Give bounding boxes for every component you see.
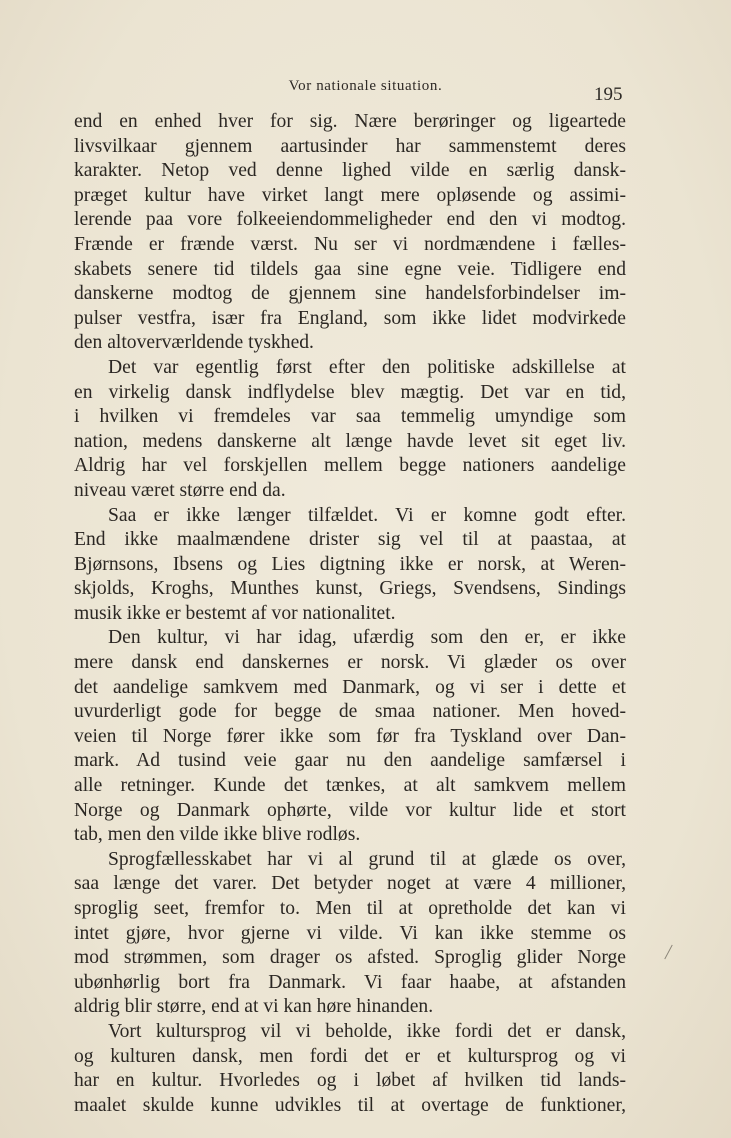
margin-pencil-mark: [664, 945, 672, 960]
text-line: Bjørnsons, Ibsens og Lies digtning ikke er norsk, at Weren-: [74, 553, 626, 575]
text-line: ubønhørlig bort fra Danmark. Vi faar haabe, at afstanden: [74, 971, 626, 993]
text-line: det aandelige samkvem med Danmark, og vi ser i dette et: [74, 676, 626, 698]
text-line: Saa er ikke længer tilfældet. Vi er komne godt efter.: [108, 504, 626, 526]
text-line: danskerne modtog de gjennem sine handelsforbindelser im-: [74, 283, 626, 305]
text-line: skjolds, Kroghs, Munthes kunst, Griegs, Svendsens, Sindings: [74, 578, 626, 600]
body-text: [74, 110, 626, 1118]
text-line: Vort kultursprog vil vi beholde, ikke fordi det er dansk,: [108, 1020, 626, 1042]
text-line: niveau været større end da.: [74, 479, 286, 501]
text-line: Den kultur, vi har idag, ufærdig som den er, er ikke: [108, 627, 626, 649]
text-line: maalet skulde kunne udvikles til at overtage de funktioner,: [74, 1094, 626, 1116]
page-number: 195: [594, 84, 623, 105]
text-line: mod strømmen, som drager os afsted. Sproglig glider Norge: [74, 947, 626, 969]
text-line: den altoverværldende tyskhed.: [74, 332, 314, 354]
text-line: veien til Norge fører ikke som før fra Tyskland over Dan-: [74, 725, 626, 747]
text-line: aldrig blir større, end at vi kan høre hinanden.: [74, 996, 434, 1018]
text-line: lerende paa vore folkeeiendommeligheder end den vi modtog.: [74, 209, 626, 231]
text-line: mark. Ad tusind veie gaar nu den aandelige samfærsel i: [74, 750, 626, 772]
text-line: præget kultur have virket langt mere opløsende og assimi-: [74, 184, 626, 206]
text-line: end en enhed hver for sig. Nære berøringer og ligeartede: [74, 111, 626, 132]
text-line: End ikke maalmændene drister sig vel til at paastaa, at: [74, 529, 626, 551]
text-line: intet gjøre, hvor gjerne vi vilde. Vi kan ikke stemme os: [74, 922, 626, 944]
text-line: nation, medens danskerne alt længe havde levet sit eget liv.: [74, 430, 626, 452]
text-line: i hvilken vi fremdeles var saa temmelig umyndige som: [74, 406, 626, 428]
text-line: saa længe det varer. Det betyder noget at være 4 millioner,: [74, 873, 626, 895]
text-line: karakter. Netop ved denne lighed vilde en særlig dansk-: [74, 160, 626, 182]
text-line: en virkelig dansk indflydelse blev mægtig. Det var en tid,: [74, 381, 626, 403]
text-line: mere dansk end danskernes er norsk. Vi glæder os over: [74, 652, 626, 674]
text-line: Det var egentlig først efter den politiske adskillelse at: [108, 356, 626, 378]
text-line: Aldrig har vel forskjellen mellem begge nationers aandelige: [74, 455, 626, 477]
text-line: og kulturen dansk, men fordi det er et kultursprog og vi: [74, 1045, 626, 1067]
text-line: alle retninger. Kunde det tænkes, at alt samkvem mellem: [74, 775, 626, 797]
text-line: Sprogfællesskabet har vi al grund til at glæde os over,: [108, 848, 626, 870]
text-line: Norge og Danmark ophørte, vilde vor kultur lide et stort: [74, 799, 626, 821]
text-line: Frænde er frænde værst. Nu ser vi nordmændene i fælles-: [74, 233, 626, 255]
text-line: sproglig seet, fremfor to. Men til at opretholde det kan vi: [74, 898, 626, 919]
text-line: uvurderligt gode for begge de smaa nationer. Men hoved-: [74, 701, 626, 723]
text-line: pulser vestfra, især fra England, som ikke lidet modvirkede: [74, 307, 626, 329]
running-head: Vor nationale situation.: [288, 78, 443, 94]
text-line: musik ikke er bestemt af vor nationalitet.: [74, 602, 396, 624]
text-line: skabets senere tid tildels gaa sine egne veie. Tidligere end: [74, 258, 626, 280]
text-line: har en kultur. Hvorledes og i løbet af hvilken tid lands-: [74, 1070, 626, 1092]
text-line: tab, men den vilde ikke blive rodløs.: [74, 824, 361, 846]
text-line: livsvilkaar gjennem aartusinder har sammenstemt deres: [74, 135, 626, 157]
